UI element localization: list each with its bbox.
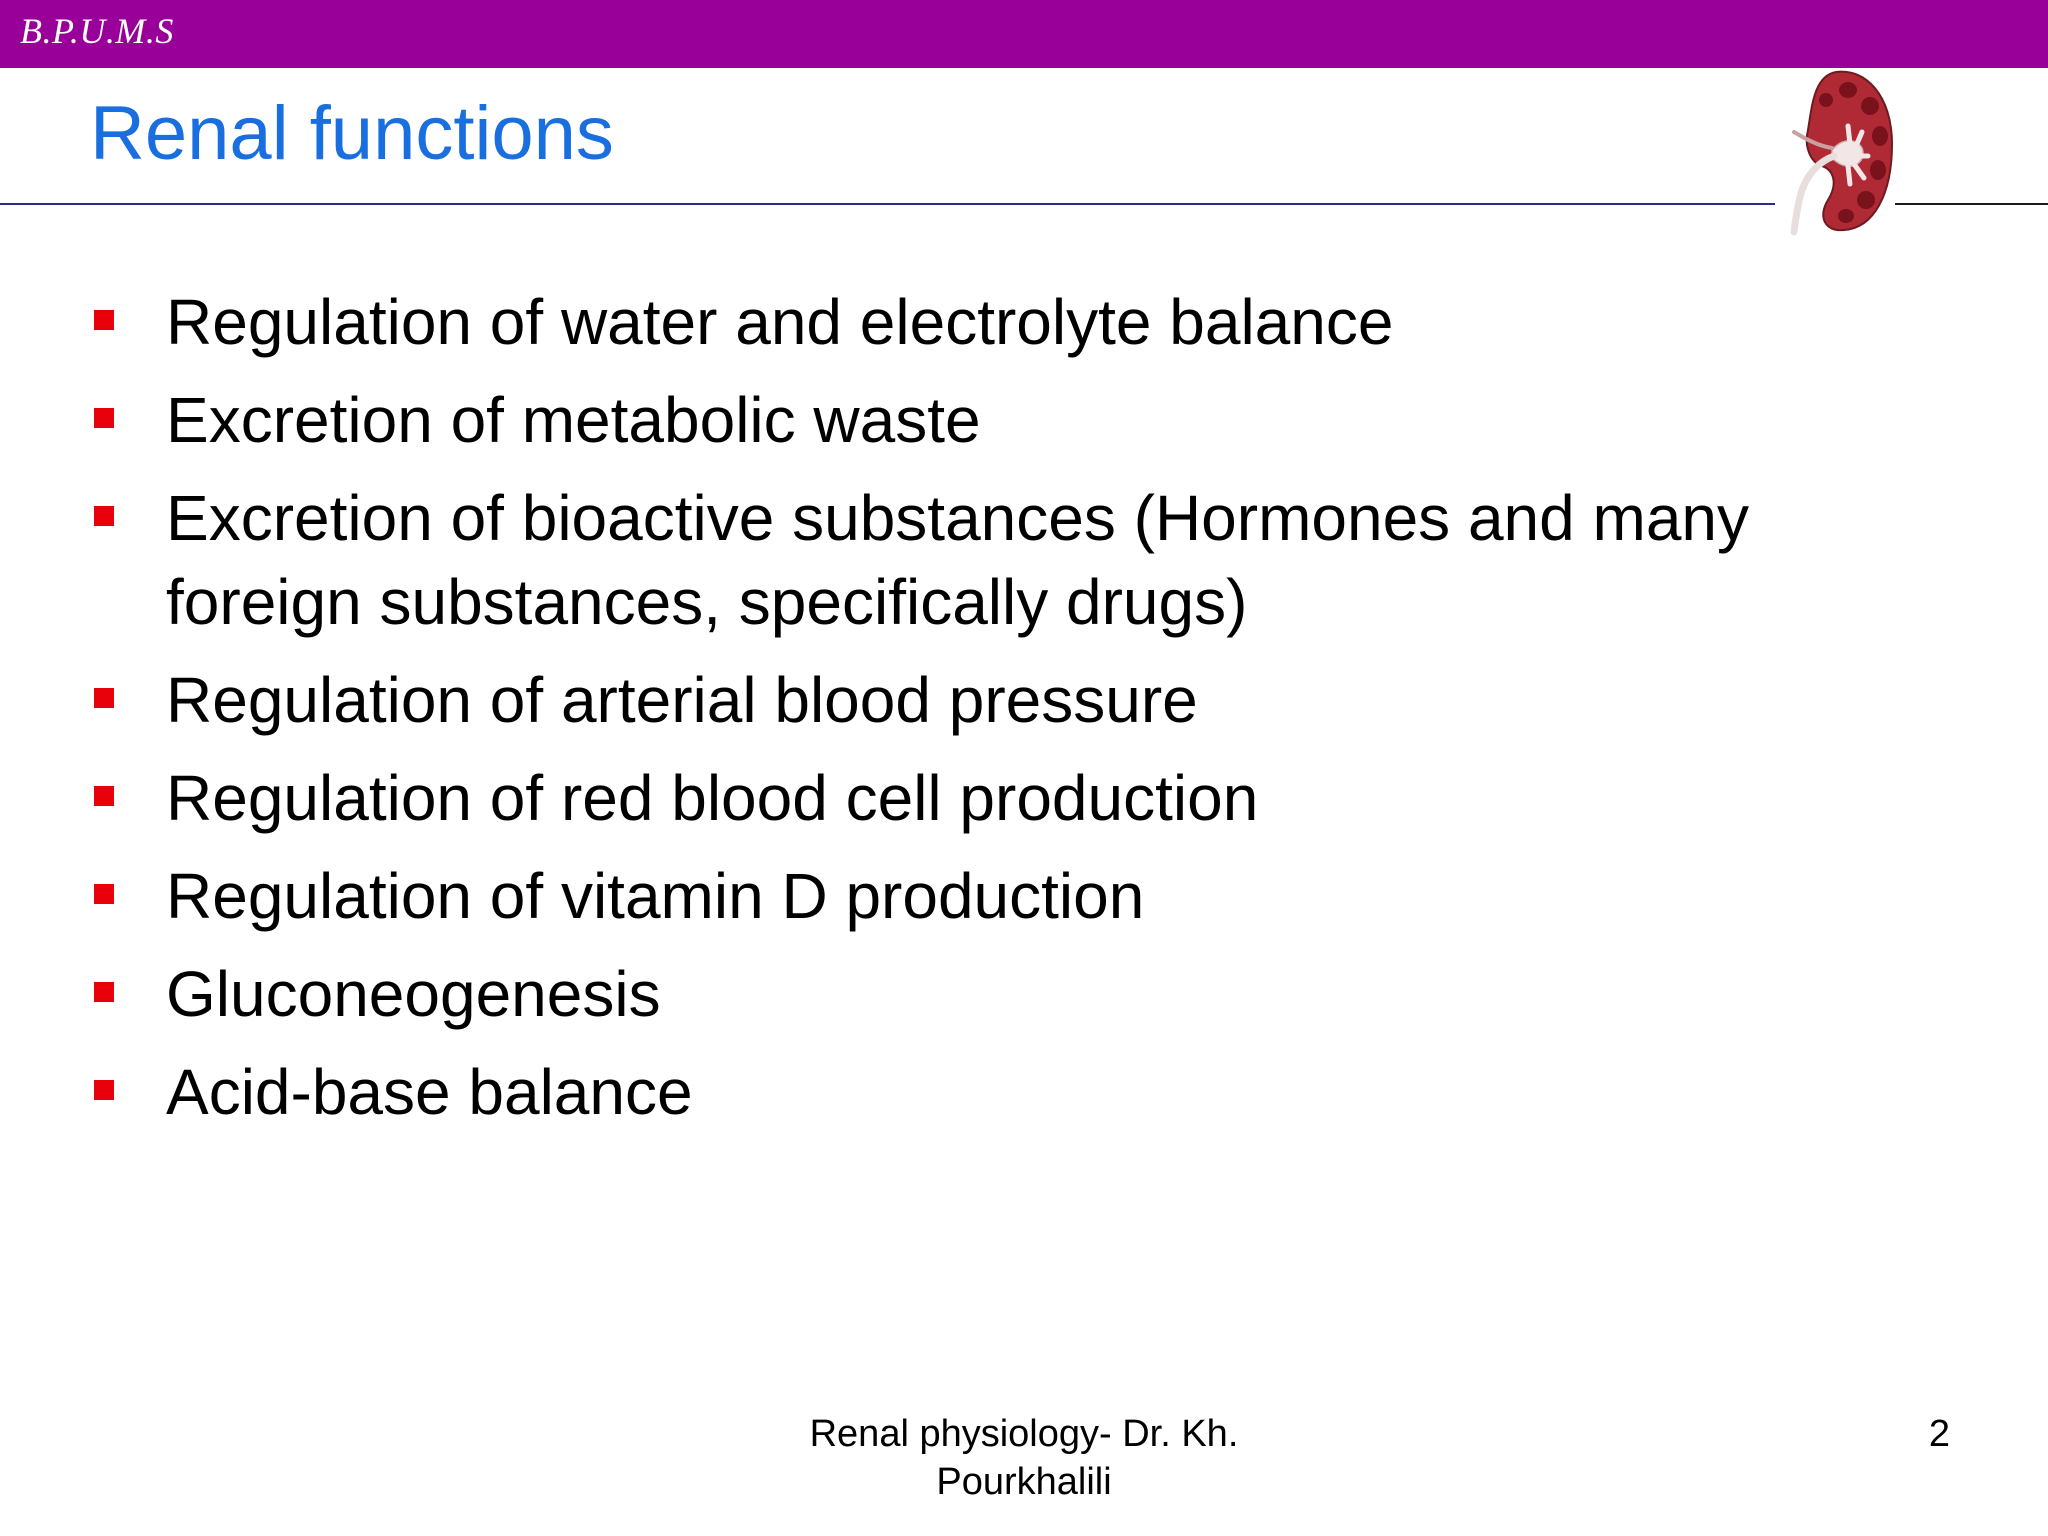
bullet-marker: [94, 310, 114, 330]
bullet-marker: [94, 1080, 114, 1100]
bullet-item: [0, 854, 2048, 938]
institution-label: B.P.U.M.S: [20, 11, 174, 51]
bullet-marker: [94, 506, 114, 526]
bullet-item: [0, 756, 2048, 840]
header-bar: [0, 0, 2048, 68]
bullet-text: Regulation of red blood cell production: [166, 762, 1259, 834]
page-number: 2: [1928, 1413, 1950, 1455]
bullet-text: Regulation of vitamin D production: [166, 860, 1145, 932]
bullet-item: [0, 280, 2048, 364]
bullet-marker: [94, 408, 114, 428]
bullet-text: Excretion of bioactive substances (Hormones and many foreign substances, specifically drugs): [166, 482, 1749, 638]
bullet-item: [0, 1050, 2048, 1134]
bullet-text: Regulation of water and electrolyte balance: [166, 286, 1394, 358]
title-divider: [0, 203, 1775, 205]
slide-title: Renal functions: [90, 91, 614, 176]
bullet-marker: [94, 884, 114, 904]
bullet-text: Excretion of metabolic waste: [166, 384, 981, 456]
bullet-item: [0, 658, 2048, 742]
bullet-list: [0, 280, 2048, 1148]
bullet-item: [0, 952, 2048, 1036]
bullet-marker: [94, 786, 114, 806]
footer-text: Renal physiology- Dr. Kh. Pourkhalili: [809, 1413, 1239, 1503]
bullet-marker: [94, 982, 114, 1002]
title-divider-right: [1895, 203, 2048, 205]
bullet-marker: [94, 688, 114, 708]
bullet-text: Regulation of arterial blood pressure: [166, 664, 1198, 736]
bullet-text: Acid-base balance: [166, 1056, 693, 1128]
bullet-item: [0, 378, 2048, 462]
kidney-icon: [1788, 66, 1898, 236]
bullet-item: [0, 476, 2048, 644]
bullet-text: Gluconeogenesis: [166, 958, 661, 1030]
